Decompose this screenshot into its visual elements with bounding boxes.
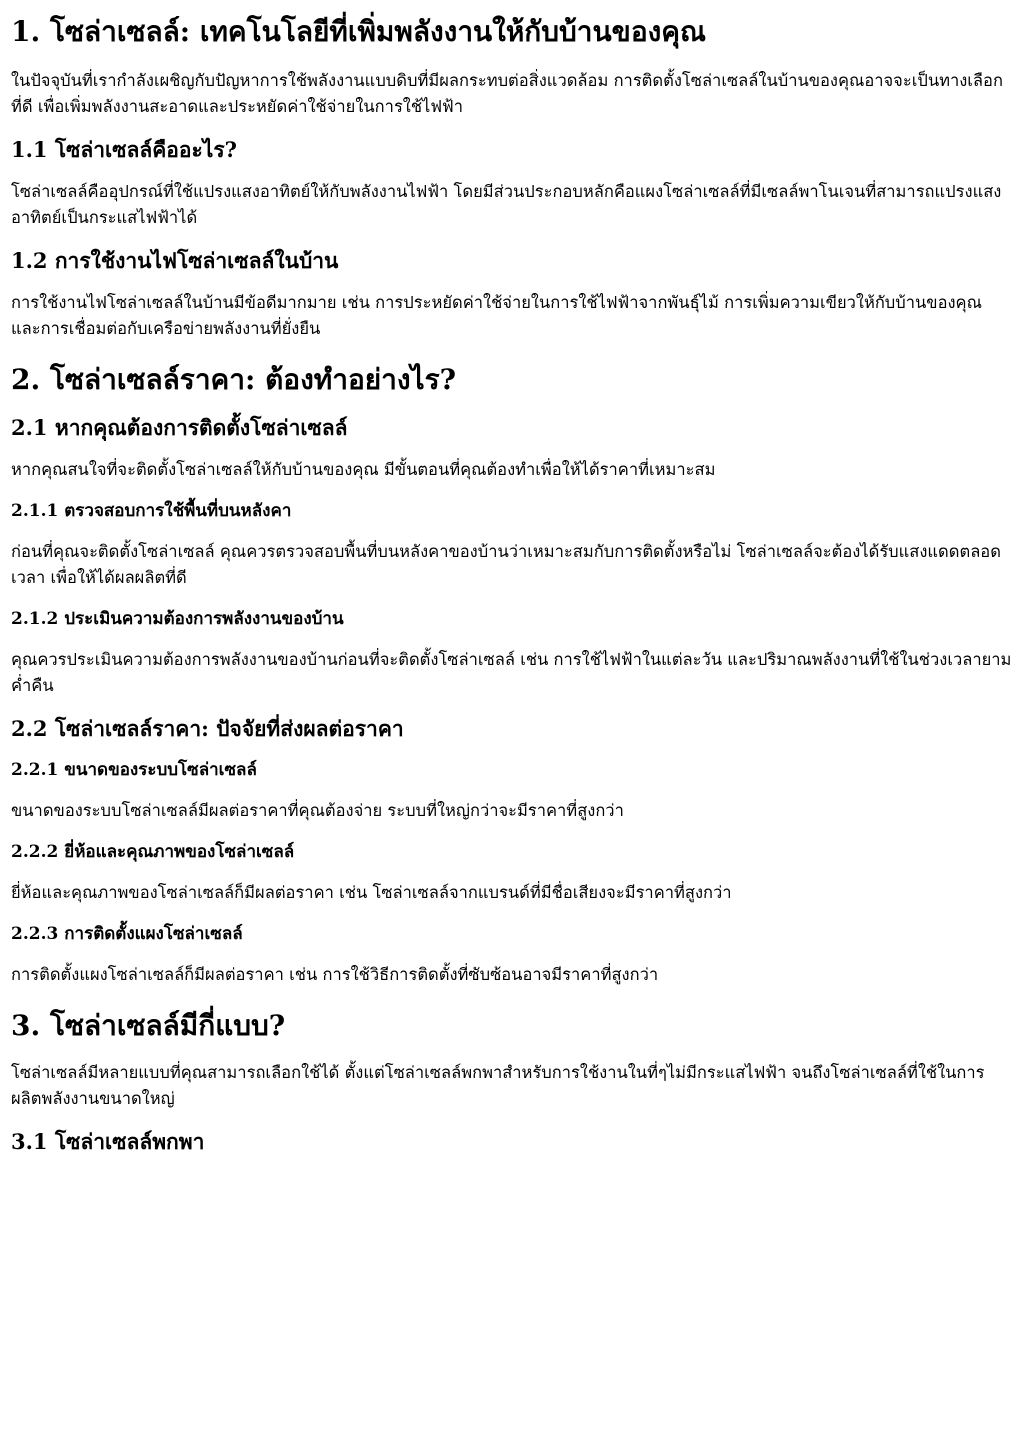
section-2-2-1-text: ขนาดของระบบโซล่าเซลล์มีผลต่อราคาที่คุณต้องจ่าย ระบบที่ใหญ่กว่าจะมีราคาที่สูงกว่า	[11, 801, 624, 820]
section-2-2-1-heading: 2.2.1 ขนาดของระบบโซล่าเซลล์	[11, 760, 257, 780]
section-1-2-text: การใช้งานไฟโซล่าเซลล์ในบ้านมีข้อดีมากมาย เช่น การประหยัดค่าใช้จ่ายในการใช้ไฟฟ้าจากพันธุ์ไม้ การเพิ่มความเขียวให้กับบ้านของคุณ และการเชื่อมต่อกับเครือข่ายพลังงานที่ยั่งยืน	[11, 293, 982, 338]
section-3-intro: โซล่าเซลล์มีหลายแบบที่คุณสามารถเลือกใช้ได้ ตั้งแต่โซล่าเซลล์พกพาสำหรับการใช้งานในที่ๆไม่มีกระแสไฟฟ้า จนถึงโซล่าเซลล์ที่ใช้ในการผลิตพลังงานขนาดใหญ่	[11, 1063, 985, 1108]
section-2-1-heading: 2.1 หากคุณต้องการติดตั้งโซล่าเซลล์	[11, 415, 348, 440]
section-2-heading: 2. โซล่าเซลล์ราคา: ต้องทำอย่างไร?	[11, 363, 457, 396]
section-2-2-2-text: ยี่ห้อและคุณภาพของโซล่าเซลล์ก็มีผลต่อราคา เช่น โซล่าเซลล์จากแบรนด์ที่มีชื่อเสียงจะมีราคาที่สูงกว่า	[11, 883, 732, 902]
section-2-1-1-heading: 2.1.1 ตรวจสอบการใช้พื้นที่บนหลังคา	[11, 501, 292, 521]
section-2-1-2-text: คุณควรประเมินความต้องการพลังงานของบ้านก่อนที่จะติดตั้งโซล่าเซลล์ เช่น การใช้ไฟฟ้าในแต่ละวัน และปริมาณพลังงานที่ใช้ในช่วงเวลายามค่ำคืน	[11, 650, 1012, 695]
section-1-2-heading: 1.2 การใช้งานไฟโซล่าเซลล์ในบ้าน	[11, 248, 339, 273]
section-2-1-text: หากคุณสนใจที่จะติดตั้งโซล่าเซลล์ให้กับบ้านของคุณ มีขั้นตอนที่คุณต้องทำเพื่อให้ได้ราคาที่เหมาะสม	[11, 460, 716, 479]
section-1-intro: ในปัจจุบันที่เรากำลังเผชิญกับปัญหาการใช้พลังงานแบบดิบที่มีผลกระทบต่อสิ่งแวดล้อม การติดตั้งโซล่าเซลล์ในบ้านของคุณอาจจะเป็นทางเลือกที่ดี เพื่อเพิ่มพลังงานสะอาดและประหยัดค่าใช้จ่ายในการใช้ไฟฟ้า	[11, 71, 1003, 116]
section-1-1-heading: 1.1 โซล่าเซลล์คืออะไร?	[11, 137, 237, 162]
section-3-1-heading: 3.1 โซล่าเซลล์พกพา	[11, 1129, 205, 1154]
section-2-2-3-text: การติดตั้งแผงโซล่าเซลล์ก็มีผลต่อราคา เช่น การใช้วิธีการติดตั้งที่ซับซ้อนอาจมีราคาที่สูงกว่า	[11, 965, 659, 984]
section-3-heading: 3. โซล่าเซลล์มีกี่แบบ?	[11, 1009, 286, 1042]
section-1-heading: 1. โซล่าเซลล์: เทคโนโลยีที่เพิ่มพลังงานให้กับบ้านของคุณ	[11, 15, 707, 48]
section-2-2-3-heading: 2.2.3 การติดตั้งแผงโซล่าเซลล์	[11, 924, 243, 944]
section-2-1-1-text: ก่อนที่คุณจะติดตั้งโซล่าเซลล์ คุณควรตรวจสอบพื้นที่บนหลังคาของบ้านว่าเหมาะสมกับการติดตั้งหรือไม่ โซล่าเซลล์จะต้องได้รับแสงแดดตลอดเวลา เพื่อให้ได้ผลผลิตที่ดี	[11, 542, 1001, 587]
section-2-1-2-heading: 2.1.2 ประเมินความต้องการพลังงานของบ้าน	[11, 609, 344, 629]
section-1-1-text: โซล่าเซลล์คืออุปกรณ์ที่ใช้แปรงแสงอาทิตย์ให้กับพลังงานไฟฟ้า โดยมีส่วนประกอบหลักคือแผงโซล่าเซลล์ที่มีเซลล์พาโนเจนที่สามารถแปรงแสงอาทิตย์เป็นกระแสไฟฟ้าได้	[11, 182, 1002, 227]
section-2-2-2-heading: 2.2.2 ยี่ห้อและคุณภาพของโซล่าเซลล์	[11, 842, 295, 862]
section-2-2-heading: 2.2 โซล่าเซลล์ราคา: ปัจจัยที่ส่งผลต่อราคา	[11, 716, 404, 741]
